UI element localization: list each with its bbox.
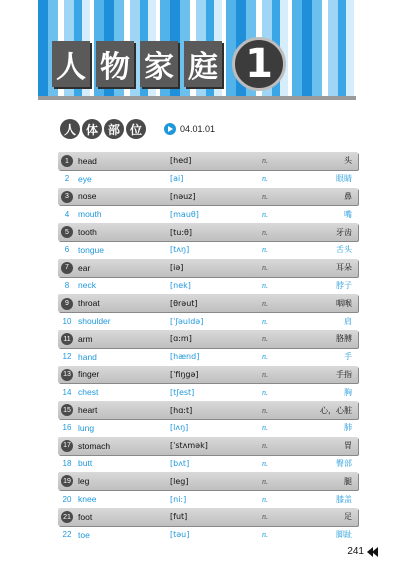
row-translation: 胳膊 [336, 334, 352, 344]
row-translation: 脖子 [336, 280, 352, 290]
row-word: ear [78, 262, 91, 273]
row-word: tooth [78, 227, 97, 238]
row-translation: 手指 [336, 369, 352, 379]
row-number-badge: 1 [61, 155, 73, 167]
row-number [58, 261, 76, 274]
table-row [58, 277, 358, 295]
row-translation: 足 [344, 512, 352, 522]
table-row [58, 312, 358, 330]
row-part-of-speech: n. [262, 298, 268, 308]
section-char: 人 [60, 119, 80, 139]
title-char: 家 [140, 41, 178, 87]
row-word: foot [78, 511, 93, 522]
row-translation: 腿 [344, 476, 352, 486]
row-number [58, 190, 76, 203]
chapter-title [52, 38, 286, 90]
row-number-badge: 9 [61, 298, 73, 310]
row-translation: 咽喉 [336, 298, 352, 308]
row-phonetic: [bʌt] [170, 458, 190, 468]
row-phonetic: [hɑ:t] [170, 405, 193, 415]
table-row [58, 348, 358, 366]
row-phonetic: [tu:θ] [170, 227, 193, 237]
row-translation: 肩 [344, 316, 352, 326]
row-part-of-speech: n. [262, 530, 268, 540]
row-translation: 手 [344, 352, 352, 362]
row-number-badge: 11 [61, 333, 73, 345]
row-part-of-speech: n. [262, 369, 268, 379]
table-row [58, 419, 358, 437]
row-word: arm [78, 333, 93, 344]
table-row [58, 401, 358, 419]
chapter-number-badge: 1 [232, 37, 286, 91]
table-row [58, 330, 358, 348]
row-phonetic: [təu] [170, 530, 190, 540]
row-part-of-speech: n. [262, 156, 268, 166]
row-part-of-speech: n. [262, 227, 268, 237]
row-word: tongue [78, 244, 104, 255]
row-word: stomach [78, 440, 111, 451]
table-row [58, 508, 358, 526]
row-word: chest [78, 387, 99, 398]
row-part-of-speech: n. [262, 458, 268, 468]
table-row [58, 455, 358, 473]
table-row [58, 188, 358, 206]
table-row [58, 366, 358, 384]
table-row [58, 152, 358, 170]
table-row [58, 490, 358, 508]
row-phonetic: [θrəut] [170, 298, 198, 308]
row-word: throat [78, 298, 100, 309]
row-word: finger [78, 369, 100, 380]
row-phonetic: [tʃest] [170, 387, 195, 397]
row-phonetic: [tʌŋ] [170, 245, 190, 255]
header-stripe-gap [356, 0, 400, 96]
row-word: heart [78, 405, 98, 416]
row-translation: 嘴 [344, 209, 352, 219]
row-word: leg [78, 476, 90, 487]
row-part-of-speech: n. [262, 441, 268, 451]
page-footer [347, 546, 378, 557]
row-word: nose [78, 191, 97, 202]
section-char: 部 [104, 119, 124, 139]
row-translation: 脚趾 [336, 530, 352, 540]
row-word: knee [78, 494, 97, 505]
row-part-of-speech: n. [262, 174, 268, 184]
row-translation: 膝盖 [336, 494, 352, 504]
double-arrow-left-icon [368, 547, 378, 557]
table-row [58, 241, 358, 259]
section-header [60, 119, 215, 139]
row-translation: 耳朵 [336, 263, 352, 273]
row-phonetic: [lʌŋ] [170, 423, 189, 433]
row-part-of-speech: n. [262, 352, 268, 362]
table-row [58, 526, 358, 544]
title-char: 人 [52, 41, 90, 87]
row-part-of-speech: n. [262, 476, 268, 486]
play-icon[interactable] [164, 123, 176, 135]
section-char: 体 [82, 119, 102, 139]
row-part-of-speech: n. [262, 334, 268, 344]
row-word: hand [78, 351, 97, 362]
row-phonetic: [ˈʃəuldə] [170, 316, 204, 326]
row-number [58, 297, 76, 310]
row-word: neck [78, 280, 96, 291]
row-word: toe [78, 529, 90, 540]
row-number-badge: 19 [61, 475, 73, 487]
row-phonetic: [fut] [170, 512, 188, 522]
row-part-of-speech: n. [262, 245, 268, 255]
row-number [58, 511, 76, 524]
table-row [58, 383, 358, 401]
row-number-badge: 5 [61, 226, 73, 238]
row-number: 16 [62, 423, 72, 433]
row-number: 4 [64, 209, 70, 219]
row-phonetic: [ni:] [170, 494, 187, 504]
row-part-of-speech: n. [262, 316, 268, 326]
row-number [58, 155, 76, 168]
row-number [58, 333, 76, 346]
table-row [58, 205, 358, 223]
row-translation: 眼睛 [336, 174, 352, 184]
row-number-badge: 17 [61, 440, 73, 452]
row-number-badge: 7 [61, 262, 73, 274]
audio-track-code: 04.01.01 [180, 124, 216, 134]
row-phonetic: [hænd] [170, 352, 200, 362]
section-char: 位 [126, 119, 146, 139]
row-word: eye [78, 173, 92, 184]
table-row [58, 294, 358, 312]
row-part-of-speech: n. [262, 423, 268, 433]
row-number-badge: 21 [61, 511, 73, 523]
header-divider [38, 96, 356, 100]
row-number: 10 [62, 316, 72, 326]
row-number [58, 226, 76, 239]
row-word: head [78, 155, 97, 166]
row-part-of-speech: n. [262, 191, 268, 201]
table-row [58, 472, 358, 490]
row-part-of-speech: n. [262, 209, 268, 219]
row-number-badge: 15 [61, 404, 73, 416]
row-word: shoulder [78, 316, 111, 327]
row-number [58, 475, 76, 488]
row-translation: 肺 [344, 423, 352, 433]
row-number-badge: 13 [61, 369, 73, 381]
row-phonetic: [nek] [170, 280, 191, 290]
row-phonetic: [mauθ] [170, 209, 199, 219]
row-phonetic: [ɑ:m] [170, 334, 192, 344]
row-word: lung [78, 422, 95, 433]
table-row [58, 170, 358, 188]
row-translation: 舌头 [336, 245, 352, 255]
row-part-of-speech: n. [262, 280, 268, 290]
table-row [58, 437, 358, 455]
row-translation: 臀部 [336, 458, 352, 468]
row-part-of-speech: n. [262, 263, 268, 273]
row-phonetic: [nəuz] [170, 191, 196, 201]
row-part-of-speech: n. [262, 387, 268, 397]
row-translation: 头 [344, 156, 352, 166]
row-number: 8 [64, 280, 70, 290]
row-part-of-speech: n. [262, 405, 268, 415]
row-number: 2 [64, 174, 70, 184]
row-word: mouth [78, 209, 102, 220]
row-phonetic: [ˈstʌmək] [170, 441, 208, 451]
row-phonetic: [iə] [170, 263, 184, 273]
title-char: 庭 [184, 41, 222, 87]
row-translation: 牙齿 [336, 227, 352, 237]
row-translation: 胃 [344, 441, 352, 451]
row-number: 20 [62, 494, 72, 504]
row-translation: 胸 [344, 387, 352, 397]
row-part-of-speech: n. [262, 512, 268, 522]
row-number: 18 [62, 458, 72, 468]
audio-track[interactable] [164, 123, 215, 135]
row-number: 12 [62, 352, 72, 362]
vocabulary-table [58, 152, 358, 544]
row-phonetic: [ai] [170, 174, 184, 184]
row-number: 14 [62, 387, 72, 397]
row-translation: 鼻 [344, 191, 352, 201]
row-number: 22 [62, 530, 72, 540]
title-char: 物 [96, 41, 134, 87]
table-row [58, 259, 358, 277]
row-number-badge: 3 [61, 191, 73, 203]
table-row [58, 223, 358, 241]
row-number [58, 439, 76, 452]
row-number [58, 404, 76, 417]
page-number: 241 [347, 546, 364, 557]
row-phonetic: [leg] [170, 476, 189, 486]
row-word: butt [78, 458, 93, 469]
row-translation: 心，心脏 [320, 405, 352, 415]
row-number [58, 368, 76, 381]
row-part-of-speech: n. [262, 494, 268, 504]
row-number: 6 [64, 245, 70, 255]
row-phonetic: [ˈfiŋgə] [170, 369, 199, 379]
row-phonetic: [hed] [170, 156, 192, 166]
